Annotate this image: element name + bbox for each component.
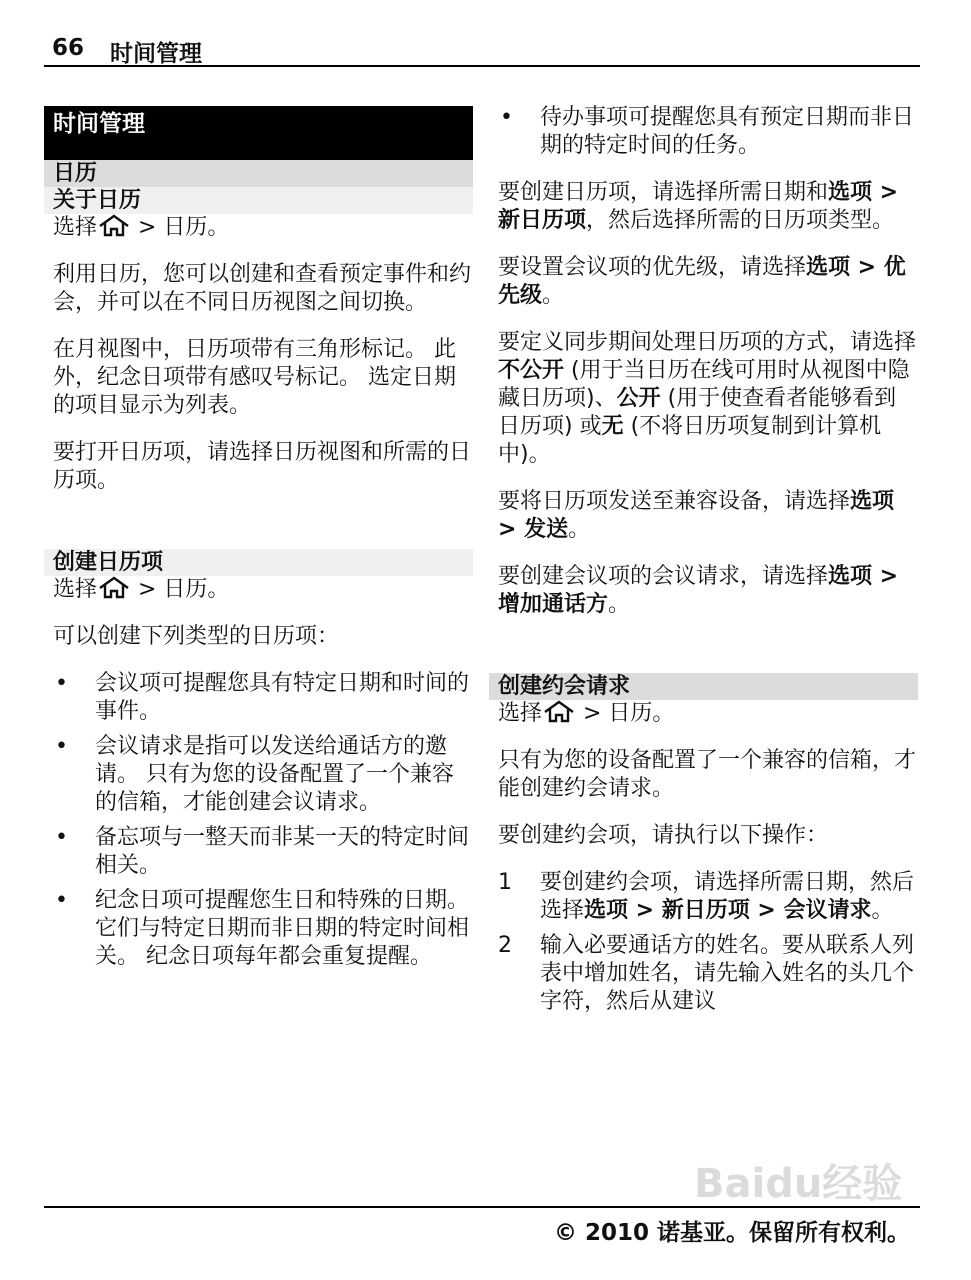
appointment-steps <box>498 869 918 1016</box>
sync-paragraph: 要定义同步期间处理日历项的方式，请选择不公开 (用于当日历在线可用时从视图中隐藏日历项)、公开 (用于使查看者能够看到日历项) 或无 (不将日历项复制到计算机中)。 <box>498 330 917 467</box>
about-paragraph-3: 要打开日历项，请选择日历视图和所需的日历项。 <box>53 440 472 493</box>
page-header <box>44 33 920 67</box>
subsection-title-appointment: 创建约会请求 <box>489 673 918 700</box>
entry-type-list <box>53 670 473 971</box>
list-item: • 会议项可提醒您具有特定日期和时间的事件。 <box>55 671 470 724</box>
page-footer <box>44 1206 920 1246</box>
select-path-create: 选择 > 日历。 <box>53 577 230 602</box>
create-entry-paragraph: 要创建日历项，请选择所需日期和选项 > 新日历项，然后选择所需的日历项类型。 <box>498 180 899 233</box>
priority-paragraph: 要设置会议项的优先级，请选择选项 > 优先级。 <box>498 255 906 308</box>
baidu-watermark: Baidu经验 <box>694 1161 903 1207</box>
list-item: • 会议请求是指可以发送给通话方的邀请。 只有为您的设备配置了一个兼容的信箱，才能创建会议请求。 <box>55 734 454 815</box>
about-paragraph-2: 在月视图中，日历项带有三角形标记。 此外，纪念日项带有感叹号标记。 选定日期的项目显示为列表。 <box>53 337 456 418</box>
subsection-title-create: 创建日历项 <box>44 549 473 576</box>
header-title: 时间管理 <box>110 41 202 67</box>
about-paragraph-1: 利用日历，您可以创建和查看预定事件和约会，并可以在不同日历视图之间切换。 <box>53 262 472 315</box>
left-column <box>53 106 473 978</box>
send-paragraph: 要将日历项发送至兼容设备，请选择选项 > 发送。 <box>498 489 895 542</box>
todo-list <box>498 104 918 160</box>
appointment-paragraph-2: 要创建约会项，请执行以下操作： <box>498 823 829 848</box>
page-number: 66 <box>52 35 85 61</box>
right-column <box>498 104 918 1023</box>
list-item: 2 输入必要通话方的姓名。要从联系人列表中增加姓名，请先输入姓名的头几个字符，然后从建议 <box>498 933 915 1014</box>
section-title-calendar: 日历 <box>44 160 473 187</box>
copyright: © 2010 诺基亚。保留所有权利。 <box>553 1220 910 1246</box>
list-item: 1 要创建约会项，请选择所需日期，然后选择选项 > 新日历项 > 会议请求。 <box>498 870 915 923</box>
subsection-title-about: 关于日历 <box>44 187 473 214</box>
chapter-title: 时间管理 <box>44 106 473 160</box>
list-item: • 待办事项可提醒您具有预定日期而非日期的特定时间的任务。 <box>500 105 915 158</box>
home-icon <box>97 576 131 598</box>
list-item: • 备忘项与一整天而非某一天的特定时间相关。 <box>55 825 470 878</box>
select-path-about: 选择 > 日历。 <box>53 215 230 240</box>
home-icon <box>542 700 576 722</box>
home-icon <box>97 214 131 236</box>
meeting-request-paragraph: 要创建会议项的会议请求，请选择选项 > 增加通话方。 <box>498 564 899 617</box>
create-intro: 可以创建下列类型的日历项： <box>53 624 340 649</box>
appointment-paragraph-1: 只有为您的设备配置了一个兼容的信箱，才能创建约会请求。 <box>498 748 917 801</box>
list-item: • 纪念日项可提醒您生日和特殊的日期。 它们与特定日期而非日期的特定时间相关。 纪念日项每年都会重复提醒。 <box>55 888 470 969</box>
select-path-appointment: 选择 > 日历。 <box>498 701 675 726</box>
